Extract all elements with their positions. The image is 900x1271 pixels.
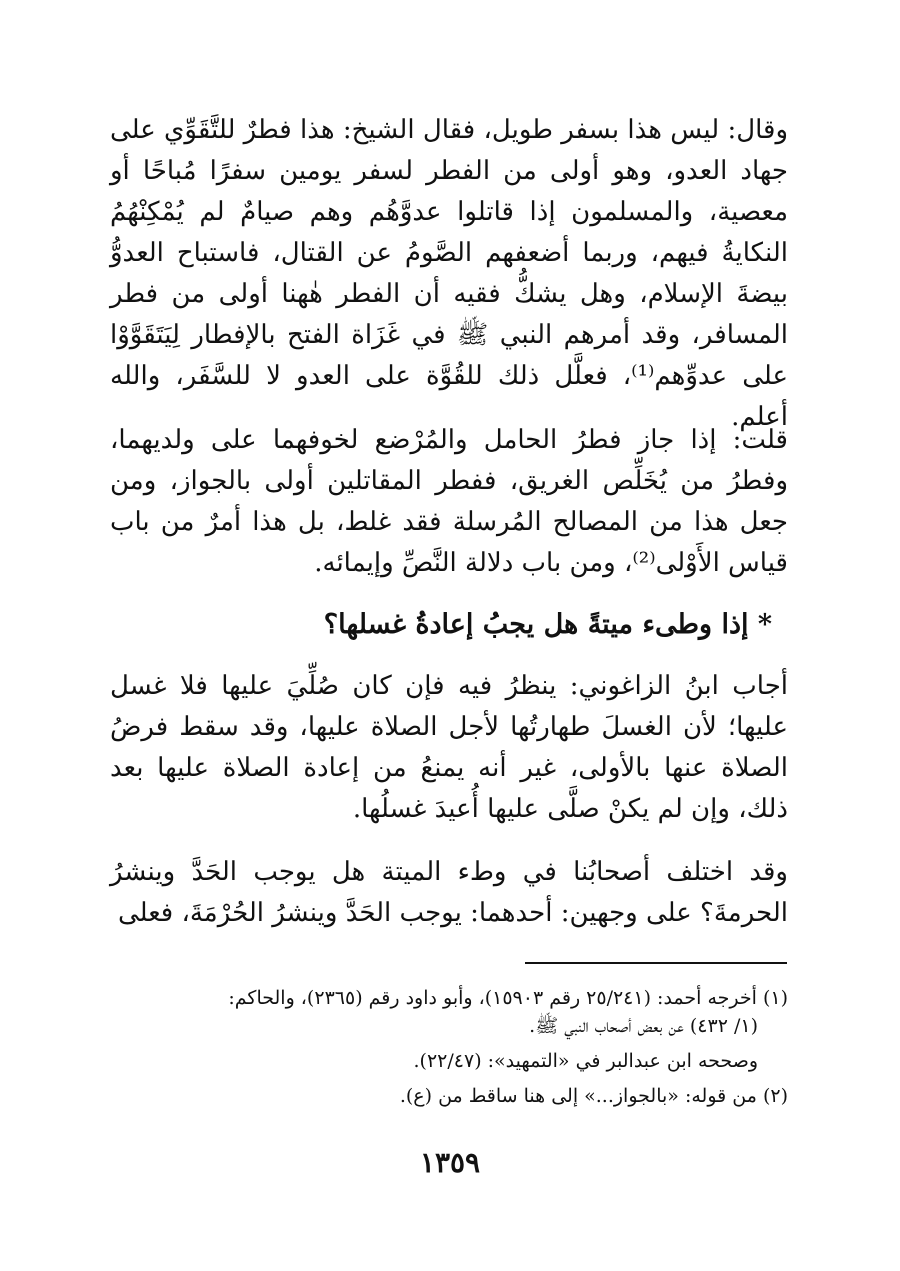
footnote-1 bbox=[110, 984, 788, 1040]
footnote-separator bbox=[525, 962, 787, 964]
paragraph-3: أجاب ابنُ الزاغوني: ينظرُ فيه فإن كان صُلِّيَ عليها فلا غسل عليها؛ لأن الغسلَ طهارتُها لأجل الصلاة عليها، وقد سقط فرضُ الصلاة عنها بالأولى، غير أنه يمنعُ من إعادة الصلاة عليها بعد ذلك، وإن لم يكنْ صلَّى عليها أُعيدَ غسلُها. bbox=[110, 671, 788, 824]
footnote-1-continuation: وصححه ابن عبدالبر في «التمهيد»: (٢٢/٤٧). bbox=[413, 1050, 758, 1072]
page-number: ١٣٥٩ bbox=[419, 1146, 481, 1179]
footnote-2: (٢) من قوله: «بالجواز...» إلى هنا ساقط من (ع). bbox=[399, 1085, 788, 1107]
paragraph-2: قلت: إذا جاز فطرُ الحامل والمُرْضع لخوفهما على ولديهما، وفطرُ من يُخَلِّص الغريق، ففطر المقاتلين أولى بالجواز، ومن جعل هذا من المصالح المُرسلة فقد غلط، بل هذا أمرٌ من باب قياس الأَوْلى⁽²⁾، ومن باب دلالة النَّصِّ وإيمائه. bbox=[110, 425, 788, 578]
section-heading: * إذا وطىء ميتةً هل يجبُ إعادةُ غسلها؟ bbox=[323, 609, 772, 640]
paragraph-1: وقال: ليس هذا بسفر طويل، فقال الشيخ: هذا فطرٌ للتَّقَوِّي على جهاد العدو، وهو أولى من الفطر لسفر يومين سفرًا مُباحًا أو معصية، والمسلمون إذا قاتلوا عدوَّهُم وهم صيامٌ لم يُمْكِنْهُمُ النكايةُ فيهم، وربما أضعفهم الصَّومُ عن القتال، فاستباح العدوُّ بيضةَ الإسلام، وهل يشكُّ فقيه أن الفطر هٰهنا أولى من فطر المسافر، وقد أمرهم النبي ﷺ في غَزَاة الفتح بالإفطار لِيَتَقَوَّوْا على عدوِّهم⁽¹⁾، فعلَّل ذلك للقُوَّة على العدو لا للسَّفَر، والله أعلم. bbox=[110, 115, 788, 432]
paragraph-4: وقد اختلف أصحابُنا في وطء الميتة هل يوجب الحَدَّ وينشرُ الحرمةَ؟ على وجهين: أحدهما: يوجب الحَدَّ وينشرُ الحُرْمَةَ، فعلى bbox=[110, 857, 788, 928]
footnote-1-line-2: (١/ ٤٣٢) عن بعض أصحاب النبي ﷺ. bbox=[529, 1015, 758, 1037]
footnote-1-line-1: (١) أخرجه أحمد: (٢٥/٢٤١ رقم ١٥٩٠٣)، وأبو داود رقم (٢٣٦٥)، والحاكم: bbox=[228, 987, 788, 1009]
